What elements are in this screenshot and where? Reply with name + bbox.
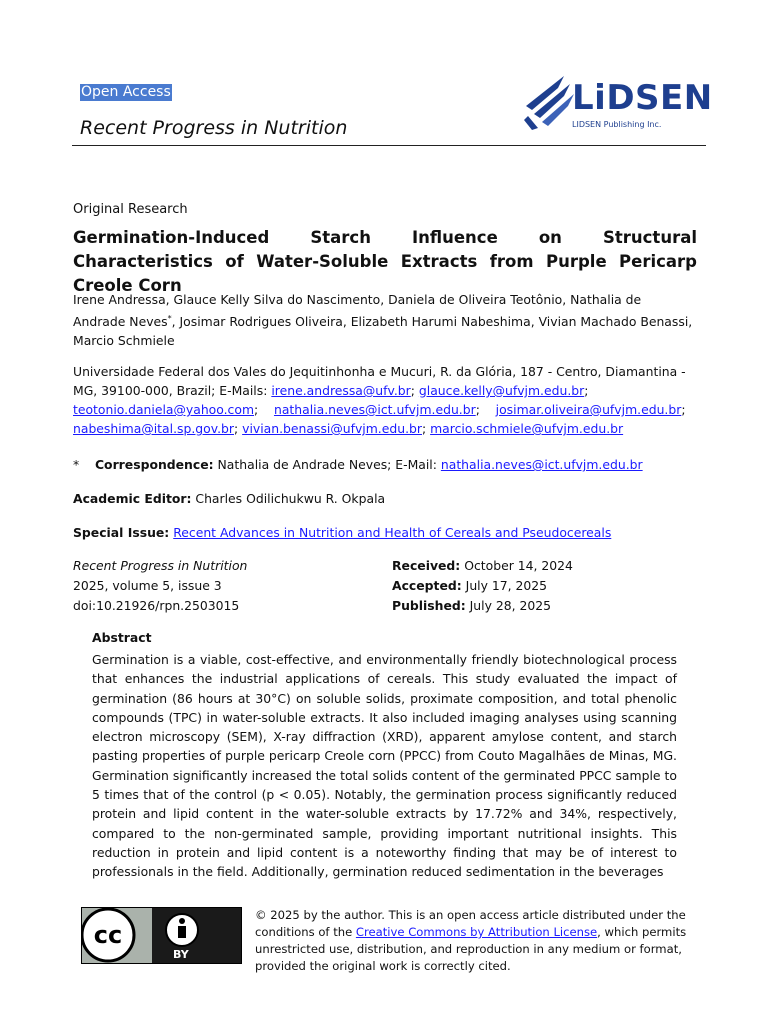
license-suffix: , which permits unrestricted use, distribution, and reproduction in any medium or format, provided the original work is correctly cited. — [255, 925, 687, 973]
license-prefix: © 2025 by the author. This is an open access article distributed under the conditions of the — [255, 908, 686, 939]
open-access-badge[interactable]: Open Access — [81, 84, 171, 100]
email-link[interactable]: marcio.schmiele@ufvjm.edu.br — [430, 421, 624, 436]
email-link[interactable]: nathalia.neves@ict.ufvjm.edu.br — [273, 402, 476, 417]
header-divider — [72, 145, 706, 146]
published-value: July 28, 2025 — [469, 598, 552, 613]
published-label: Published: — [392, 598, 466, 613]
lidsen-logo-icon — [524, 66, 574, 134]
publisher-logo[interactable] — [524, 66, 713, 134]
affiliation-text: Universidade Federal dos Vales do Jequitinhonha e Mucuri, R. da Glória, 187 - Centro, Diamantina - MG, 39100-000, Brazil; E-Mails: — [73, 364, 686, 398]
meta-doi[interactable]: doi:10.21926/rpn.2503015 — [73, 598, 240, 613]
correspondence-star: * — [73, 457, 80, 472]
cc-by-label: BY — [173, 948, 189, 961]
correspondence-email-link[interactable]: nathalia.neves@ict.ufvjm.edu.br — [440, 457, 643, 472]
abstract-text: Germination is a viable, cost-effective, and environmentally friendly biotechnological process that enhances the industrial applications of cereals. This study evaluated the impact of germination (86 hours at 30°C) on soluble solids, proximate composition, and total phenolic compounds (TPC) in water-soluble extracts. It also included imaging analyses using scanning electron microscopy (SEM), X-ray diffraction (XRD), apparent amylose content, and starch pasting properties of purple pericarp Creole corn (PPCC) from Couto Magalhães de Minas, MG. Germination significantly increased the total solids content of the germinated PPCC sample to 5 times that of the control (p < 0.05). Notably, the germination process significantly reduced protein and lipid content in the water-soluble extracts by 17.72% and 34%, respectively, compared to the non-germinated sample, providing important nutritional insights. This reduction in protein and lipid content is a noteworthy finding that may be of interest to professionals in the field. Additionally, germination reduced sedimentation in the beverages — [92, 652, 677, 880]
editor-label: Academic Editor: — [73, 491, 192, 506]
accepted-label: Accepted: — [392, 578, 462, 593]
correspondence — [73, 455, 697, 474]
license-text — [255, 907, 695, 975]
special-issue — [73, 523, 697, 542]
journal-title: Recent Progress in Nutrition — [80, 117, 348, 139]
authors-part-1: Irene Andressa, Glauce Kelly Silva do Nascimento, Daniela de Oliveira Teotônio, Nathalia de Andrade Neves — [73, 292, 642, 330]
accepted-date — [392, 576, 692, 596]
email-link[interactable]: teotonio.daniela@yahoo.com — [73, 402, 255, 417]
license-link[interactable]: Creative Commons by Attribution License — [355, 925, 598, 939]
received-label: Received: — [392, 558, 461, 573]
received-date — [392, 556, 692, 576]
received-value: October 14, 2024 — [464, 558, 573, 573]
email-link[interactable]: glauce.kelly@ufvjm.edu.br — [418, 383, 585, 398]
affiliation: Universidade Federal dos Vales do Jequitinhonha e Mucuri, R. da Glória, 187 - Centro, Diamantina - MG, 39100-000, Brazil; E-Mails: irene.andressa@ufv.br; glauce.kelly@ufvjm.edu.br; teotonio.daniela@yahoo.com; nathalia.neves@ict.ufvjm.edu.br; josimar.oliveira@ufvjm.edu.br; nabeshima@ital.sp.gov.br; vivian.benassi@ufvjm.edu.br; marcio.schmiele@ufvjm.edu.br — [73, 364, 686, 436]
published-date — [392, 596, 692, 616]
special-issue-link[interactable]: Recent Advances in Nutrition and Health of Cereals and Pseudocereals — [173, 525, 612, 540]
publisher-name: LIDSEN Publishing Inc. — [572, 120, 662, 129]
publication-info — [73, 556, 373, 616]
article-type: Original Research — [73, 202, 188, 217]
author-list — [73, 290, 697, 350]
corresponding-star: * — [167, 314, 172, 323]
article-title: Germination-Induced Starch Influence on Structural Characteristics of Water-Soluble Extracts from Purple Pericarp Creole Corn — [73, 228, 697, 295]
accepted-value: July 17, 2025 — [465, 578, 548, 593]
academic-editor — [73, 489, 697, 508]
abstract-heading: Abstract — [92, 630, 152, 645]
meta-journal: Recent Progress in Nutrition — [73, 558, 248, 573]
publisher-logo-text: LiDSEN — [572, 78, 713, 118]
meta-volume: 2025, volume 5, issue 3 — [73, 578, 222, 593]
email-link[interactable]: josimar.oliveira@ufvjm.edu.br — [495, 402, 682, 417]
creative-commons-icon — [82, 908, 241, 963]
editor-name: Charles Odilichukwu R. Okpala — [195, 491, 386, 506]
cc-by-license-badge[interactable] — [81, 907, 242, 964]
special-issue-label: Special Issue: — [73, 525, 170, 540]
email-link[interactable]: nabeshima@ital.sp.gov.br — [73, 421, 234, 436]
svg-text:cc: cc — [93, 921, 123, 949]
publication-dates — [392, 556, 692, 616]
correspondence-label: Correspondence: — [94, 457, 214, 472]
authors-part-2: , Josimar Rodrigues Oliveira, Elizabeth Harumi Nabeshima, Vivian Machado Benassi, Marcio Schmiele — [73, 314, 693, 349]
correspondence-text: Nathalia de Andrade Neves; E-Mail: — [217, 457, 437, 472]
email-link[interactable]: irene.andressa@ufv.br — [271, 383, 411, 398]
email-link[interactable]: vivian.benassi@ufvjm.edu.br — [242, 421, 422, 436]
